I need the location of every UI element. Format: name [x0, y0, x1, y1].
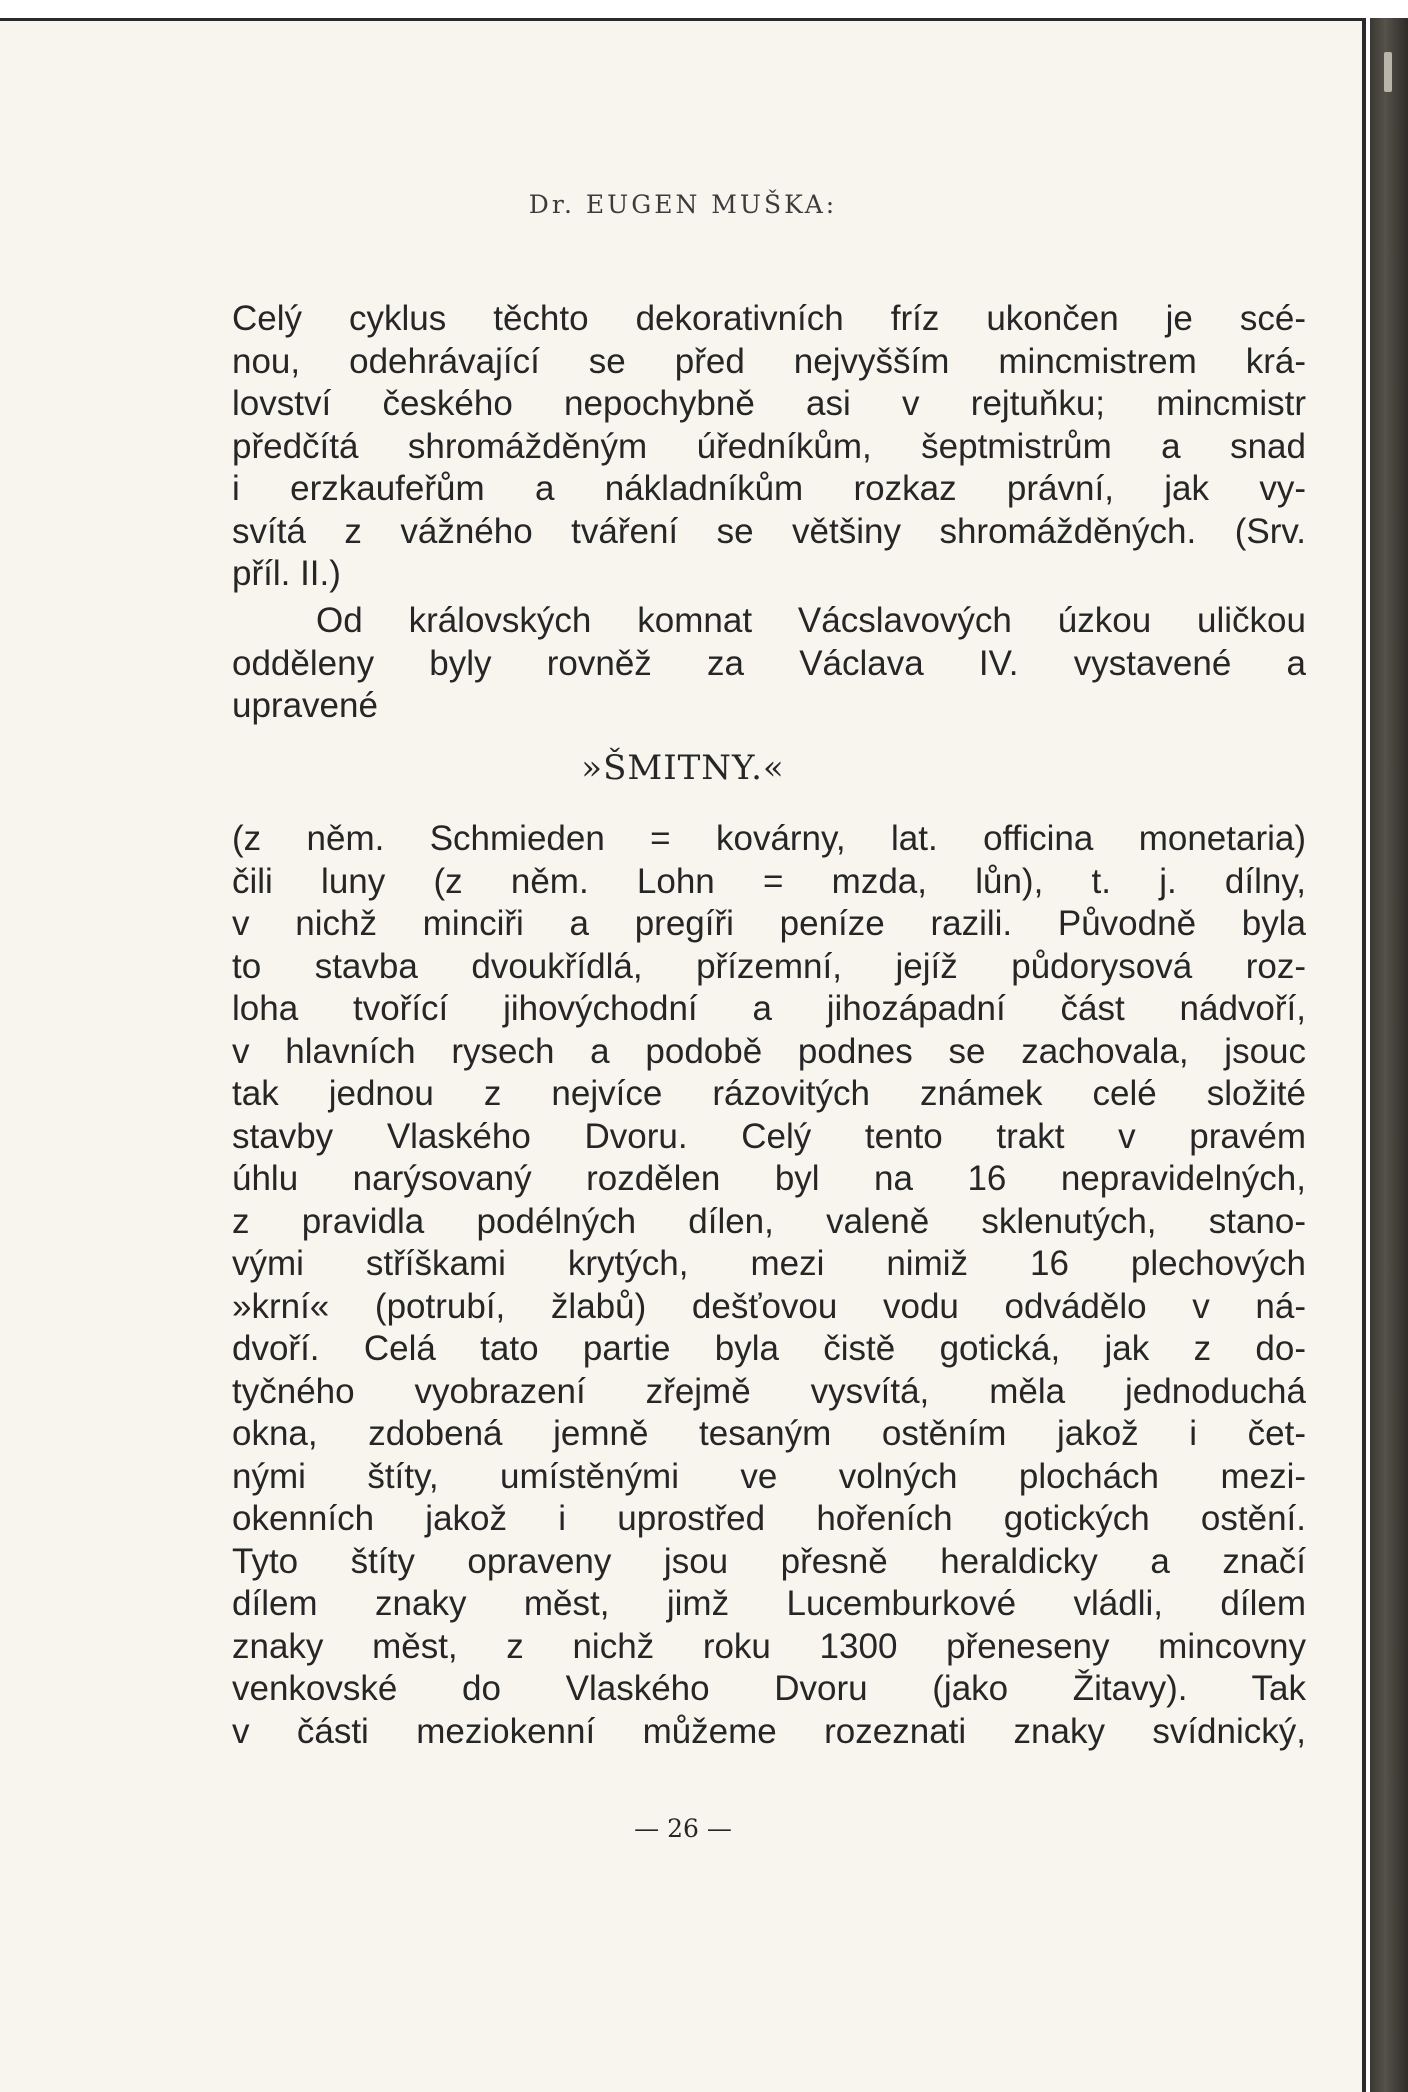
text-line: tyčného vyobrazení zřejmě vysvítá, měla jednoduchá [232, 1371, 1306, 1411]
text-line: stavby Vlaského Dvoru. Celý tento trakt v pravém [232, 1116, 1306, 1156]
paragraph-3 [232, 818, 1306, 1753]
section-heading: »ŠMITNY.« [581, 748, 785, 788]
text-line: nými štíty, umístěnými ve volných plochách mezi- [232, 1456, 1306, 1496]
binding-mark [1384, 52, 1392, 92]
text-line: odděleny byly rovněž za Václava IV. vystavené a [232, 643, 1306, 683]
text-line: předčítá shromážděným úředníkům, šeptmistrům a snad [232, 426, 1306, 466]
scan-background [0, 0, 1408, 14]
text-line: okenních jakož i uprostřed hořeních gotických ostění. [232, 1499, 1306, 1538]
text-line: nou, odehrávající se před nejvyšším mincmistrem krá- [232, 341, 1306, 381]
text-line: v hlavních rysech a podobě podnes se zachovala, jsouc [232, 1031, 1306, 1071]
text-line: z pravidla podélných dílen, valeně sklenutých, stano- [232, 1201, 1306, 1241]
text-line: vými stříškami krytých, mezi nimiž 16 plechových [232, 1244, 1306, 1283]
running-head: Dr. EUGEN MUŠKA: [528, 190, 838, 219]
text-line: i erzkaufeřům a nákladníkům rozkaz právní, jak vy- [232, 469, 1306, 508]
text-line: čili luny (z něm. Lohn = mzda, lůn), t. j. dílny, [232, 861, 1306, 901]
text-line: loha tvořící jihovýchodní a jihozápadní část nádvoří, [232, 989, 1306, 1028]
page-number: — 26 — [634, 1814, 732, 1843]
text-line: okna, zdobená jemně tesaným ostěním jakož i čet- [232, 1414, 1306, 1453]
text-line: znaky měst, z nichž roku 1300 přeneseny mincovny [232, 1626, 1306, 1666]
text-line: svítá z vážného tváření se většiny shromážděných. (Srv. [232, 511, 1306, 551]
text-line: dvoří. Celá tato partie byla čistě gotická, jak z do- [232, 1329, 1306, 1368]
text-line: tak jednou z nejvíce rázovitých známek celé složité [232, 1074, 1306, 1113]
text-line: dílem znaky měst, jimž Lucemburkové vládli, dílem [232, 1584, 1306, 1623]
text-line: v nichž minciři a pregíři peníze razili. Původně byla [232, 904, 1306, 943]
paragraph-2 [232, 600, 1306, 728]
text-line: v části meziokenní můžeme rozeznati znaky svídnický, [232, 1711, 1306, 1751]
book-binding [1370, 18, 1408, 2092]
text-line: venkovské do Vlaského Dvoru (jako Žitavy). Tak [232, 1669, 1306, 1708]
text-line: to stavba dvoukřídlá, přízemní, jejíž půdorysová roz- [232, 946, 1306, 986]
text-line: úhlu narýsovaný rozdělen byl na 16 nepravidelných, [232, 1159, 1306, 1198]
text-line: Tyto štíty opraveny jsou přesně heraldicky a značí [232, 1541, 1306, 1581]
text-line: Celý cyklus těchto dekorativních fríz ukončen je scé- [232, 299, 1306, 338]
text-line: příl. II.) [232, 554, 341, 593]
text-line: lovství českého nepochybně asi v rejtuňku; mincmistr [232, 384, 1306, 423]
text-line: upravené [232, 686, 378, 725]
paragraph-1 [232, 298, 1306, 596]
text-line: Od královských komnat Vácslavových úzkou uličkou [316, 601, 1306, 640]
text-line: (z něm. Schmieden = kovárny, lat. officina monetaria) [232, 819, 1306, 858]
text-line: »krní« (potrubí, žlabů) dešťovou vodu odvádělo v ná- [232, 1286, 1306, 1326]
